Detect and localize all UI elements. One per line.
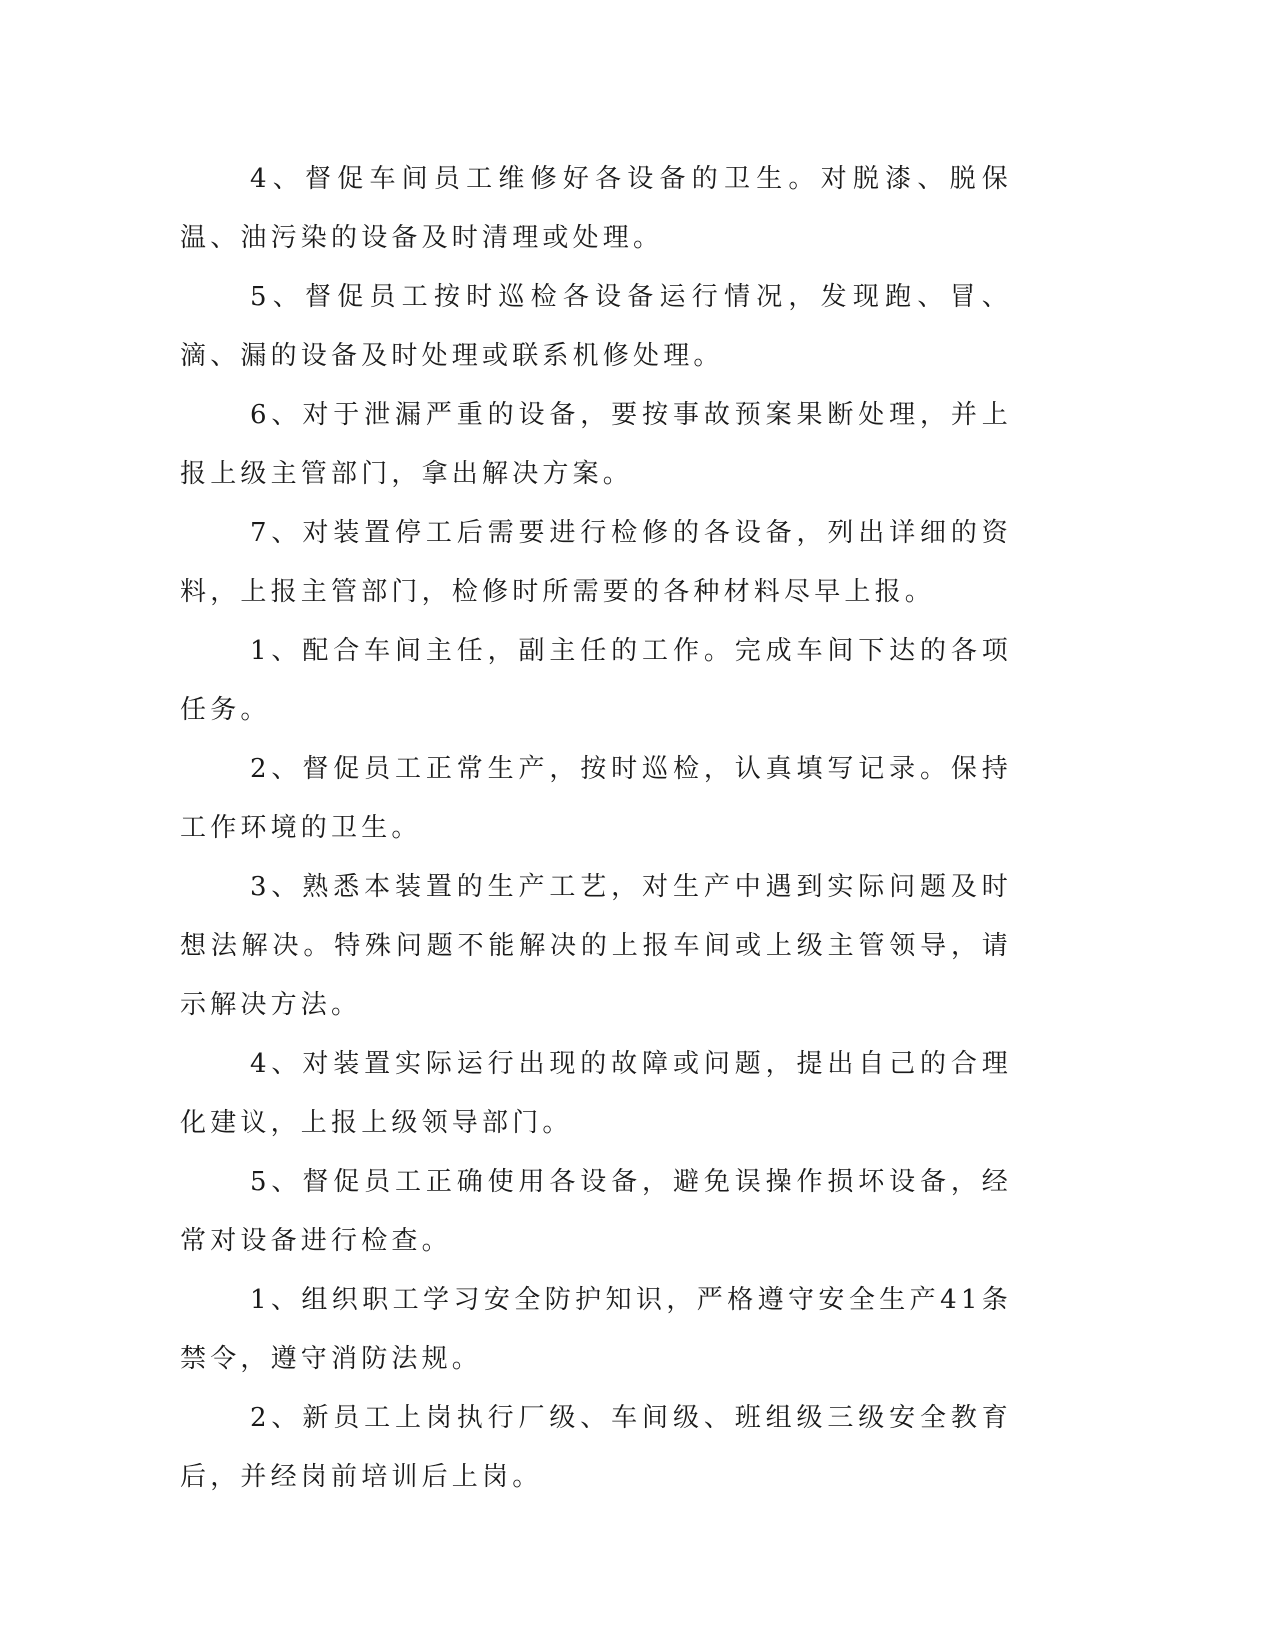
paragraph-serious-leakage: 6、对于泄漏严重的设备，要按事故预案果断处理，并上报上级主管部门，拿出解决方案。 bbox=[180, 400, 1012, 489]
paragraph-process-knowledge: 3、熟悉本装置的生产工艺，对生产中遇到实际问题及时想法解决。特殊问题不能解决的上报车间或上级主管领导，请示解决方法。 bbox=[180, 872, 1012, 1020]
paragraph-shutdown-overhaul: 7、对装置停工后需要进行检修的各设备，列出详细的资料，上报主管部门，检修时所需要的各种材料尽早上报。 bbox=[180, 518, 1012, 607]
paragraph-safety-training: 1、组织职工学习安全防护知识，严格遵守安全生产41条禁令，遵守消防法规。 bbox=[180, 1285, 1012, 1374]
paragraph-maintenance-hygiene: 4、督促车间员工维修好各设备的卫生。对脱漆、脱保温、油污染的设备及时清理或处理。 bbox=[180, 164, 1012, 253]
document-page bbox=[180, 150, 1012, 1507]
paragraph-assist-director: 1、配合车间主任，副主任的工作。完成车间下达的各项任务。 bbox=[180, 636, 1012, 725]
paragraph-inspection-leaks: 5、督促员工按时巡检各设备运行情况，发现跑、冒、滴、漏的设备及时处理或联系机修处理。 bbox=[180, 282, 1012, 371]
paragraph-normal-production: 2、督促员工正常生产，按时巡检，认真填写记录。保持工作环境的卫生。 bbox=[180, 754, 1012, 843]
paragraph-rationalization-suggestions: 4、对装置实际运行出现的故障或问题，提出自己的合理化建议，上报上级领导部门。 bbox=[180, 1049, 1012, 1138]
paragraph-new-employee-education: 2、新员工上岗执行厂级、车间级、班组级三级安全教育后，并经岗前培训后上岗。 bbox=[180, 1403, 1012, 1492]
paragraph-correct-equipment-use: 5、督促员工正确使用各设备，避免误操作损坏设备，经常对设备进行检查。 bbox=[180, 1167, 1012, 1256]
